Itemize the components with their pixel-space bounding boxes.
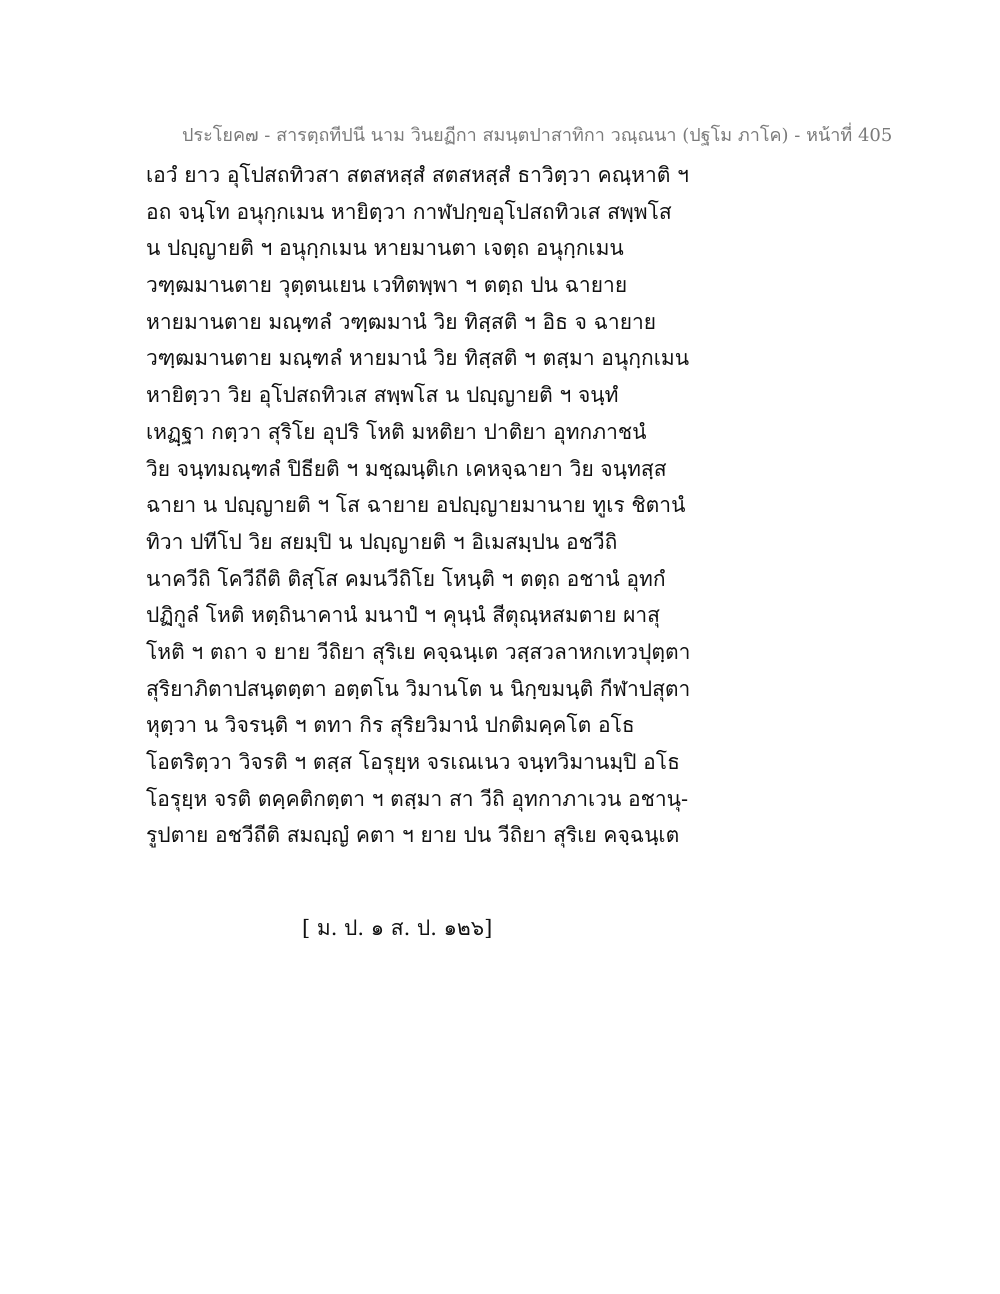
text-line: ทิวา ปทีโป วิย สยมฺปิ น ปญฺญายติ ฯ อิเมสมฺปน อชวีถิ	[146, 529, 618, 554]
source-reference: [ ม. ป. ๑ ส. ป. ๑๒๖]	[302, 916, 493, 940]
text-line: นาควีถิ โควีถีติ ติสฺโส คมนวีถิโย โหนฺติ ฯ ตตฺถ อชานํ อุทกํ	[146, 566, 666, 591]
text-line: โอตริตฺวา วิจรติ ฯ ตสฺส โอรุยฺห จรเณเนว จนฺทวิมานมฺปิ อโธ	[146, 750, 680, 774]
text-line: โอรุยฺห จรติ ตคฺคติกตฺตา ฯ ตสฺมา สา วีถิ อุทกาภาเวน อชานุ-	[146, 786, 689, 811]
text-line: หายมานตาย มณฺฑลํ วฑฺฒมานํ วิย ทิสฺสติ ฯ อิธ จ ฉายาย	[146, 309, 657, 334]
text-line: วิย จนฺทมณฺฑลํ ปิธียติ ฯ มชฺฌนฺติเก เคหจฺฉายา วิย จนฺทสฺส	[146, 456, 667, 481]
text-line: วฑฺฒมานตาย มณฺฑลํ หายมานํ วิย ทิสฺสติ ฯ ตสฺมา อนุกฺกเมน	[146, 346, 690, 371]
text-line: รูปตาย อชวีถีติ สมญฺญํ คตา ฯ ยาย ปน วีถิยา สุริเย คจฺฉนฺเต	[146, 823, 680, 848]
text-line: อถ จนฺโท อนุกฺกเมน หายิตฺวา กาฬปกฺขอุโปสถทิวเส สพฺพโส	[146, 199, 672, 224]
text-line: น ปญฺญายติ ฯ อนุกฺกเมน หายมานตา เจตฺถ อนุกฺกเมน	[146, 236, 624, 261]
text-line: หายิตฺวา วิย อุโปสถทิวเส สพฺพโส น ปญฺญายติ ฯ จนฺทํ	[146, 383, 619, 408]
text-line: ฉายา น ปญฺญายติ ฯ โส ฉายาย อปญฺญายมานาย ทูเร ชิตานํ	[146, 493, 686, 518]
body-text	[146, 159, 691, 856]
text-line: โหติ ฯ ตถา จ ยาย วีถิยา สุริเย คจฺฉนฺเต วสฺสวลาหกเทวปุตฺตา	[146, 639, 691, 664]
text-line: เหฏฺฐา กตฺวา สุริโย อุปริ โหติ มหติยา ปาติยา อุทกภาชนํ	[146, 419, 647, 444]
text-line: สุริยาภิตาปสนฺตตฺตา อตฺตโน วิมานโต น นิกฺขมนฺติ กีฬาปสุตา	[146, 676, 691, 701]
text-line: วฑฺฒมานตาย วุตฺตนเยน เวทิตพฺพา ฯ ตตฺถ ปน ฉายาย	[146, 273, 628, 298]
text-line: เอวํ ยาว อุโปสถทิวสา สตสหสฺสํ สตสหสฺสํ ธาวิตฺวา คณฺหาติ ฯ	[146, 163, 689, 187]
text-line: ปฏิกูลํ โหติ หตฺถินาคานํ มนาปํ ฯ คุนฺนํ สีตุณฺหสมตาย ผาสุ	[146, 603, 660, 628]
page-header: ประโยค๗ - สารตฺถทีปนี นาม วินยฏีกา สมนฺตปาสาทิกา วณฺณนา (ปฐโม ภาโค) - หน้าที่ 405	[182, 125, 893, 146]
text-line: หุตฺวา น วิจรนฺติ ฯ ตทา กิร สุริยวิมานํ ปกติมคฺคโต อโธ	[146, 713, 635, 738]
